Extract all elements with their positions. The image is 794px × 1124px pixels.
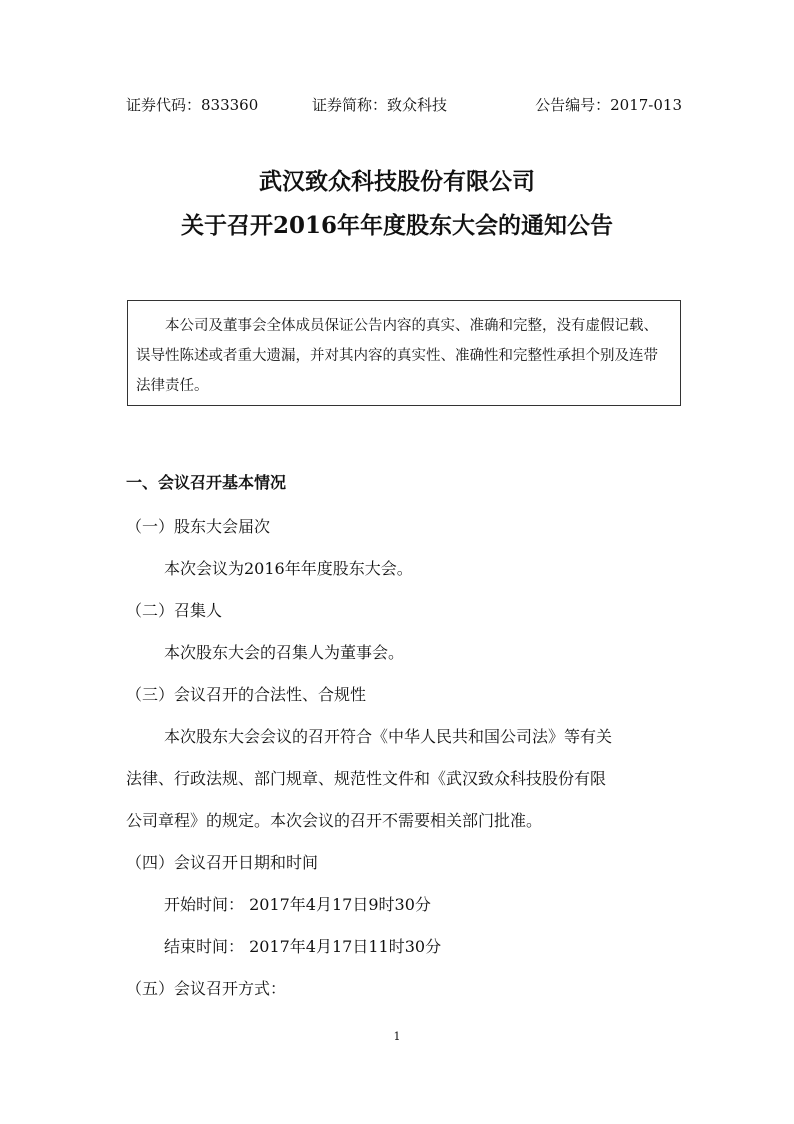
disclaimer-text: 本公司及董事会全体成员保证公告内容的真实、准确和完整，没有虚假记载、误导性陈述或者重大遗漏，并对其内容的真实性、准确性和完整性承担个别及连带法律责任。	[136, 318, 658, 394]
end-time: 结束时间： 2017年4月17日11时30分	[164, 937, 442, 956]
company-title: 武汉致众科技股份有限公司	[259, 168, 535, 195]
subsection-label: （二）召集人	[126, 601, 223, 620]
subsection-label: （一）股东大会届次	[126, 517, 271, 536]
paragraph: 本次股东大会的召集人为董事会。	[164, 643, 405, 662]
subsection-label: （三）会议召开的合法性、合规性	[126, 685, 367, 704]
subsection-label: （五）会议召开方式：	[126, 979, 287, 998]
paragraph: 本次会议为2016年年度股东大会。	[164, 559, 413, 578]
paragraph-line: 法律、行政法规、部门规章、规范性文件和《武汉致众科技股份有限	[126, 769, 607, 788]
paragraph-line: 公司章程》的规定。本次会议的召开不需要相关部门批准。	[126, 811, 543, 830]
announcement-title: 关于召开2016年年度股东大会的通知公告	[180, 212, 613, 239]
disclaimer-box	[127, 300, 681, 406]
start-time: 开始时间： 2017年4月17日9时30分	[164, 895, 431, 914]
security-code: 证券代码：833360	[126, 96, 259, 114]
announcement-number: 公告编号：2017-013	[535, 96, 682, 114]
subsection-label: （四）会议召开日期和时间	[126, 853, 319, 872]
section-heading: 一、会议召开基本情况	[126, 473, 287, 492]
page-number: 1	[393, 1030, 401, 1043]
security-abbreviation: 证券简称：致众科技	[312, 96, 448, 114]
paragraph-line: 本次股东大会会议的召开符合《中华人民共和国公司法》等有关	[164, 727, 613, 746]
document-header	[126, 94, 682, 118]
